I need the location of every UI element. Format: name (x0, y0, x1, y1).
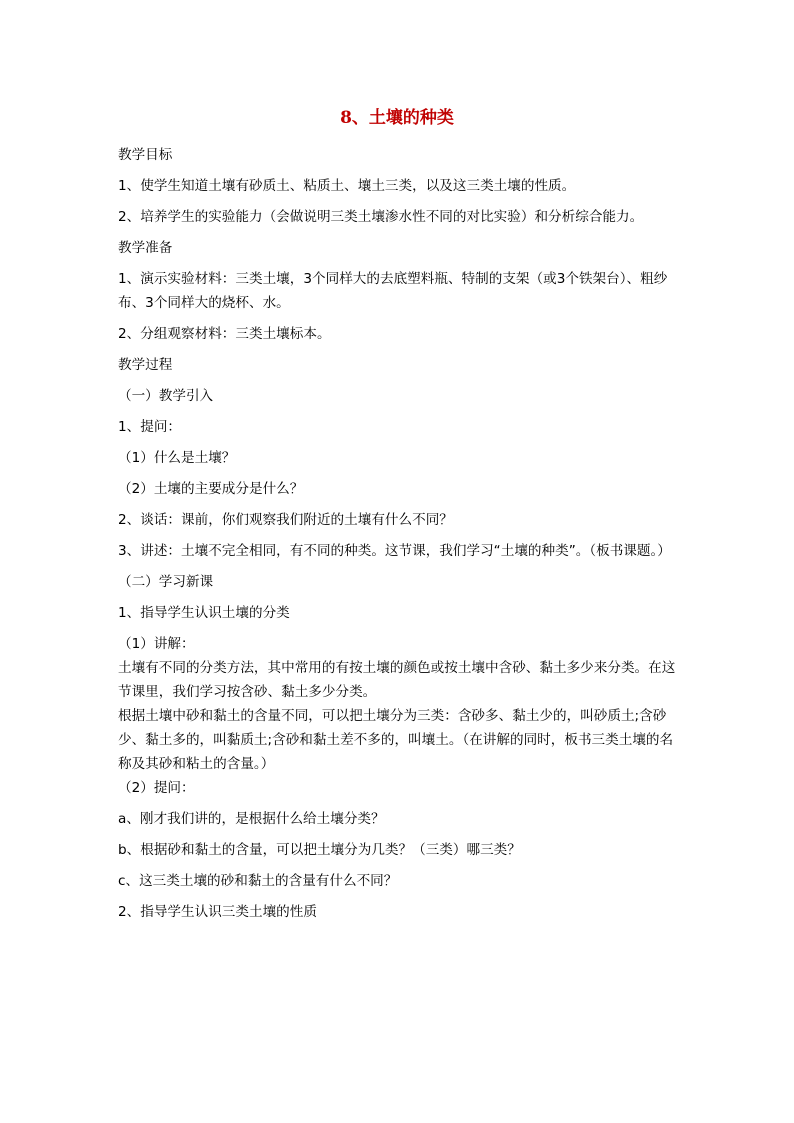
paragraph: 土壤有不同的分类方法，其中常用的有按土壤的颜色或按土壤中含砂、黏土多少来分类。在这节课里，我们学习按含砂、黏土多少分类。 (118, 660, 676, 700)
paragraph: （2）提问： (118, 780, 195, 796)
section-heading: 教学准备 (118, 240, 173, 256)
paragraph: 1、指导学生认识土壤的分类 (118, 605, 290, 621)
paragraph: 1、使学生知道土壤有砂质土、粘质土、壤土三类，以及这三类土壤的性质。 (118, 178, 576, 194)
paragraph: （1）讲解： (118, 636, 195, 652)
document-title: 8、土壤的种类 (340, 108, 454, 128)
paragraph: 2、谈话：课前，你们观察我们附近的土壤有什么不同？ (118, 512, 453, 528)
paragraph: c、这三类土壤的砂和黏土的含量有什么不同？ (118, 873, 398, 889)
paragraph: （2）土壤的主要成分是什么？ (118, 481, 304, 497)
paragraph: （二）学习新课 (118, 574, 214, 590)
paragraph: a、刚才我们讲的，是根据什么给土壤分类？ (118, 811, 385, 827)
paragraph: 1、演示实验材料：三类土壤，3个同样大的去底塑料瓶、特制的支架（或3个铁架台）、粗纱布、3个同样大的烧杯、水。 (118, 271, 668, 311)
paragraph: 1、提问： (118, 419, 182, 435)
paragraph: 2、分组观察材料：三类土壤标本。 (118, 326, 331, 342)
paragraph: 2、指导学生认识三类土壤的性质 (118, 904, 317, 920)
section-heading: 教学目标 (118, 147, 173, 163)
paragraph: 2、培养学生的实验能力（会做说明三类土壤渗水性不同的对比实验）和分析综合能力。 (118, 209, 644, 225)
paragraph: b、根据砂和黏土的含量，可以把土壤分为几类？（三类）哪三类？ (118, 842, 521, 858)
section-heading: 教学过程 (118, 357, 173, 373)
paragraph: （一）教学引入 (118, 388, 214, 404)
paragraph: 根据土壤中砂和黏土的含量不同，可以把土壤分为三类：含砂多、黏土少的，叫砂质土;含砂少、黏土多的，叫黏质土;含砂和黏土差不多的，叫壤土。（在讲解的同时，板书三类土壤的名称及其砂和粘土的含量。） (118, 708, 674, 772)
document-body (118, 143, 680, 931)
paragraph: （1）什么是土壤？ (118, 450, 236, 466)
paragraph: 3、讲述：土壤不完全相同，有不同的种类。这节课，我们学习“土壤的种类”。（板书课题。） (118, 543, 671, 559)
